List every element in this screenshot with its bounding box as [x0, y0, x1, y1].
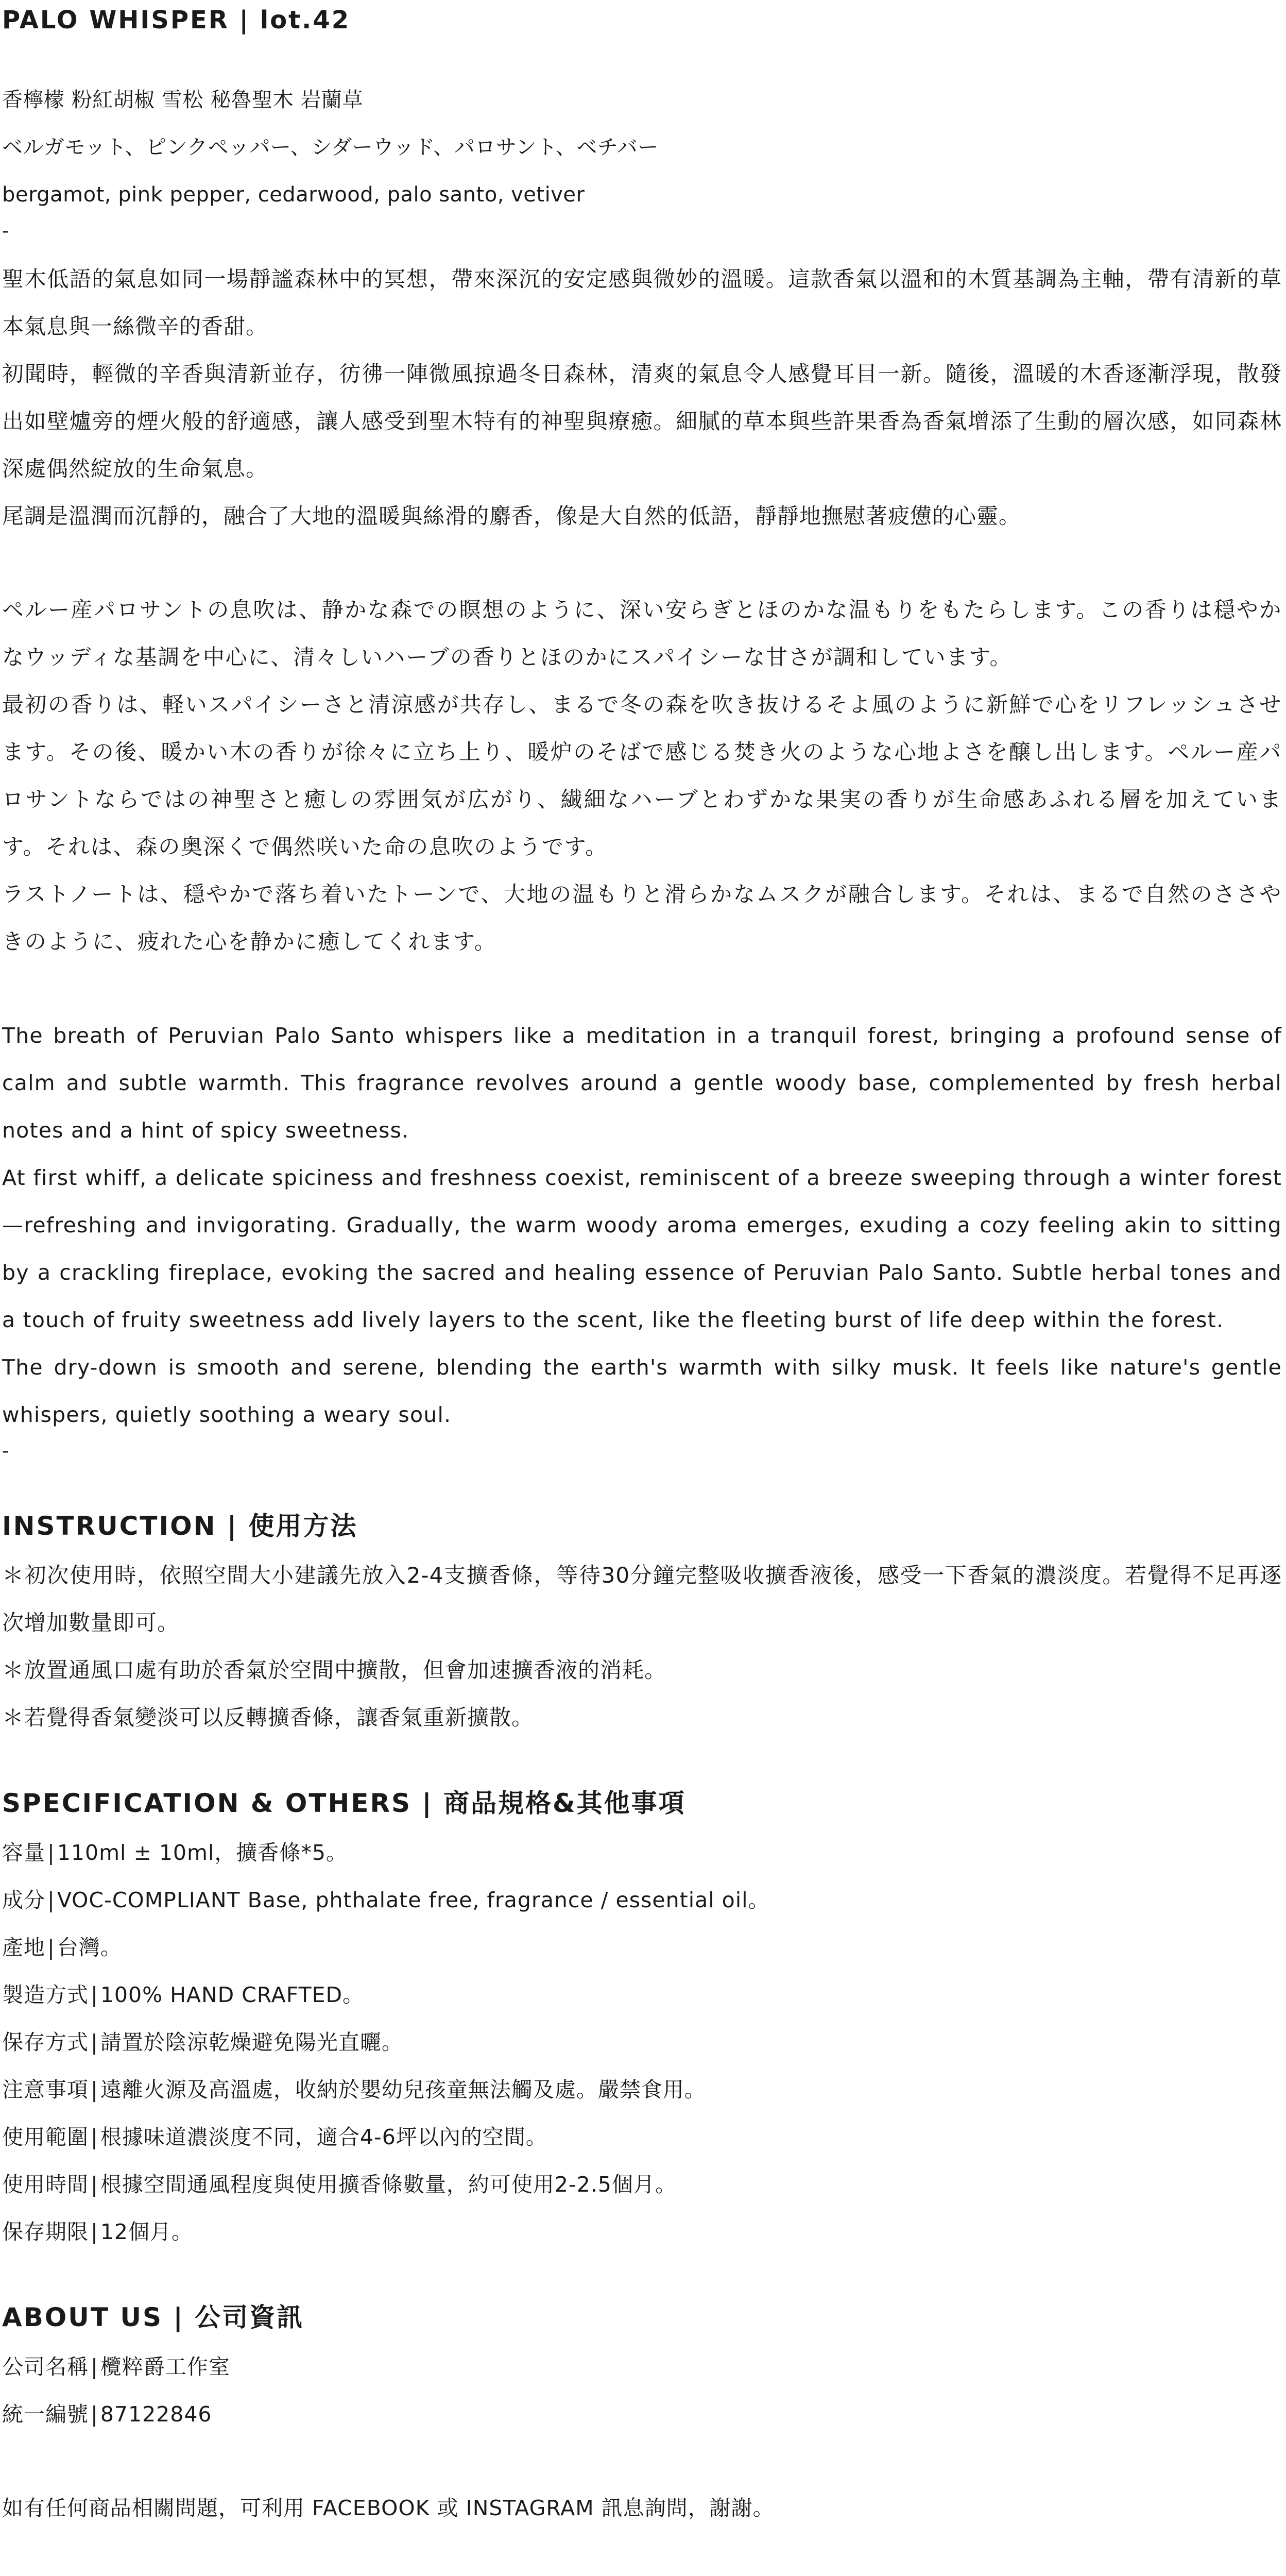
spec-row-usage-time — [2, 2161, 1282, 2208]
description-zh-paragraph: 尾調是溫潤而沉靜的，融合了大地的溫暖與絲滑的麝香，像是大自然的低語，靜靜地撫慰著疲憊的心靈。 — [2, 503, 1021, 529]
spec-value: 請置於陰涼乾燥避免陽光直曬。 — [100, 2030, 403, 2055]
description-en — [2, 1012, 1282, 1438]
spec-row-capacity — [2, 1829, 1282, 1876]
instruction-section — [2, 1500, 1282, 1741]
product-title: PALO WHISPER | lot.42 — [2, 6, 351, 35]
instruction-heading: INSTRUCTION | 使用方法 — [2, 1511, 358, 1541]
spec-value: 根據空間通風程度與使用擴香條數量，約可使用2-2.5個月。 — [100, 2172, 677, 2197]
description-ja-paragraph: 最初の香りは、軽いスパイシーさと清涼感が共存し、まるで冬の森を吹き抜けるそよ風のように新鮮で心をリフレッシュさせます。その後、暖かい木の香りが徐々に立ち上り、暖炉のそばで感じる焚き火のような心地よさを醸し出します。ペルー産パロサントならではの神聖さと癒しの雰囲気が広がり、繊細なハーブとわずかな果実の香りが生命感あふれる層を加えています。それは、森の奥深くで偶然咲いた命の息吹のようです。 — [2, 692, 1282, 859]
spec-label: 使用時間 — [2, 2172, 89, 2197]
description-zh — [2, 256, 1282, 540]
spec-row-origin — [2, 1924, 1282, 1971]
spec-label: 成分 — [2, 1888, 45, 1912]
spec-value: 台灣。 — [57, 1935, 122, 1960]
about-separator: | — [91, 2354, 98, 2379]
description-ja-paragraph: ペルー産パロサントの息吹は、静かな森での瞑想のように、深い安らぎとほのかな温もりをもたらします。この香りは穏やかなウッディな基調を中心に、清々しいハーブの香りとほのかにスパイシーな甘さが調和しています。 — [2, 597, 1282, 670]
about-row-company-name — [2, 2343, 1282, 2391]
spec-value: 100% HAND CRAFTED。 — [100, 1982, 365, 2007]
spec-separator: | — [91, 2125, 98, 2149]
spec-row-usage-range — [2, 2113, 1282, 2161]
spec-separator: | — [47, 1840, 55, 1865]
description-ja-paragraph: ラストノートは、穏やかで落ち着いたトーンで、大地の温もりと滑らかなムスクが融合します。それは、まるで自然のささやきのように、疲れた心を静かに癒してくれます。 — [2, 882, 1282, 954]
spec-row-storage — [2, 2019, 1282, 2066]
description-en-paragraph: The dry-down is smooth and serene, blending the earth's warmth with silky musk. It feels like nature's gentle whispers, quietly soothing a weary soul. — [2, 1355, 1282, 1427]
spec-value: VOC-COMPLIANT Base, phthalate free, fragrance / essential oil。 — [57, 1888, 770, 1912]
spec-separator: | — [91, 2030, 98, 2055]
spec-row-ingredients — [2, 1876, 1282, 1924]
spec-value: 遠離火源及高溫處，收納於嬰幼兒孩童無法觸及處。嚴禁食用。 — [100, 2077, 706, 2102]
specification-heading: SPECIFICATION & OTHERS | 商品規格&其他事項 — [2, 1788, 686, 1818]
instruction-item: ＊若覺得香氣變淡可以反轉擴香條，讓香氣重新擴散。 — [2, 1705, 534, 1730]
about-row-tax-id — [2, 2391, 1282, 2438]
spec-separator: | — [91, 1982, 98, 2007]
spec-row-manufacturing — [2, 1971, 1282, 2019]
description-zh-paragraph: 聖木低語的氣息如同一場靜謐森林中的冥想，帶來深沉的安定感與微妙的溫暖。這款香氣以溫和的木質基調為主軸，帶有清新的草本氣息與一絲微辛的香甜。 — [2, 266, 1282, 339]
spec-row-shelf-life — [2, 2208, 1282, 2256]
spec-label: 製造方式 — [2, 1982, 89, 2007]
description-zh-paragraph: 初聞時，輕微的辛香與清新並存，彷彿一陣微風掠過冬日森林，清爽的氣息令人感覺耳目一新。隨後，溫暖的木香逐漸浮現，散發出如壁爐旁的煙火般的舒適感，讓人感受到聖木特有的神聖與療癒。細膩的草本與些許果香為香氣增添了生動的層次感，如同森林深處偶然綻放的生命氣息。 — [2, 361, 1282, 481]
description-en-paragraph: At first whiff, a delicate spiciness and freshness coexist, reminiscent of a breeze sweeping through a winter forest—refreshing and invigorating. Gradually, the warm woody aroma emerges, exuding a cozy feeling akin to sitting by a crackling fireplace, evoking the sacred and healing essence of Peruvian Palo Santo. Subtle herbal tones and a touch of fruity sweetness add lively layers to the scent, like the fleeting burst of life deep within the forest. — [2, 1165, 1282, 1332]
instruction-item: ＊放置通風口處有助於香氣於空間中擴散，但會加速擴香液的消耗。 — [2, 1657, 667, 1683]
spec-value: 根據味道濃淡度不同，適合4-6坪以內的空間。 — [100, 2125, 547, 2149]
spec-value: 110ml ± 10ml，擴香條*5。 — [57, 1840, 348, 1865]
spec-separator: | — [91, 2077, 98, 2102]
about-separator: | — [91, 2402, 98, 2427]
about-label: 公司名稱 — [2, 2354, 89, 2379]
description-en-paragraph: The breath of Peruvian Palo Santo whispers like a meditation in a tranquil forest, bringing a profound sense of calm and subtle warmth. This fragrance revolves around a gentle woody base, complemented by fresh herbal notes and a hint of spicy sweetness. — [2, 1023, 1282, 1143]
about-section — [2, 2292, 1282, 2438]
spec-label: 產地 — [2, 1935, 45, 1960]
spec-row-precautions — [2, 2066, 1282, 2113]
notes-en: bergamot, pink pepper, cedarwood, palo santo, vetiver — [2, 183, 585, 207]
spec-separator: | — [91, 2172, 98, 2197]
spec-label: 保存方式 — [2, 2030, 89, 2055]
spec-value: 12個月。 — [100, 2219, 193, 2244]
spec-separator: | — [47, 1888, 55, 1912]
instruction-item: ＊初次使用時，依照空間大小建議先放入2-4支擴香條，等待30分鐘完整吸收擴香液後，感受一下香氣的濃淡度。若覺得不足再逐次增加數量即可。 — [2, 1563, 1282, 1635]
description-ja — [2, 586, 1282, 965]
contact-note: 如有任何商品相關問題，可利用 FACEBOOK 或 INSTAGRAM 訊息詢問，謝謝。 — [2, 2496, 775, 2520]
divider: - — [2, 1440, 9, 1462]
spec-label: 注意事項 — [2, 2077, 89, 2102]
spec-label: 使用範圍 — [2, 2125, 89, 2149]
about-value: 87122846 — [100, 2402, 212, 2427]
about-label: 統一編號 — [2, 2402, 89, 2427]
spec-separator: | — [91, 2219, 98, 2244]
notes-ja: ベルガモット、ピンクペッパー、シダーウッド、パロサント、ベチバー — [2, 135, 659, 159]
spec-label: 保存期限 — [2, 2219, 89, 2244]
specification-section — [2, 1777, 1282, 2256]
about-value: 欖粹爵工作室 — [100, 2354, 230, 2379]
notes-zh: 香檸檬 粉紅胡椒 雪松 秘魯聖木 岩蘭草 — [2, 88, 363, 112]
spec-label: 容量 — [2, 1840, 45, 1865]
divider: - — [2, 221, 9, 242]
about-heading: ABOUT US | 公司資訊 — [2, 2302, 304, 2332]
spec-separator: | — [47, 1935, 55, 1960]
